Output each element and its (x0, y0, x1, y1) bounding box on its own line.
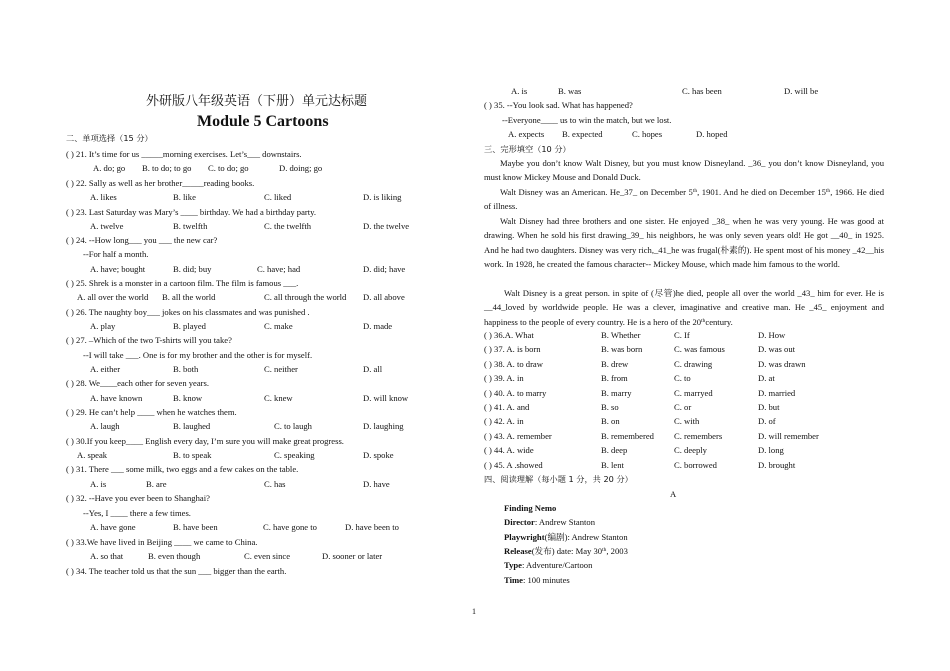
option-c: C. borrowed (674, 460, 717, 470)
option-b: B. know (173, 393, 203, 403)
question-32-stem-reply: --Yes, I ____ there a few times. (83, 508, 191, 518)
cloze-paragraph-2-text-a: Walt Disney was an American. He_37_ on December 5 (500, 187, 693, 197)
option-b: B. all the world (162, 292, 216, 302)
question-24-stem-reply: --For half a month. (83, 249, 149, 259)
option-d: D. was out (758, 344, 795, 354)
option-c: C. deeply (674, 445, 707, 455)
option-d: D. the twelve (363, 221, 410, 231)
option-d: D. laughing (363, 421, 404, 431)
option-c: C. with (674, 416, 700, 426)
option-d: D. all (363, 364, 383, 374)
option-b: B. drew (601, 359, 629, 369)
option-c: C. to do; go (208, 163, 249, 173)
superscript: th (825, 188, 831, 194)
option-d: D. made (363, 321, 393, 331)
film-type-label: Type (504, 560, 522, 570)
option-b: B. have been (173, 522, 218, 532)
option-d: D. will know (363, 393, 409, 403)
film-type (504, 560, 592, 571)
question-43-stem: ( ) 43. A. remember (484, 431, 552, 441)
question-42-stem: ( ) 42. A. in (484, 416, 524, 426)
option-b: B. played (173, 321, 206, 331)
film-title: Finding Nemo (504, 503, 557, 513)
option-a: A. so that (90, 551, 124, 561)
option-d: D. was drawn (758, 359, 806, 369)
cloze-paragraph-4 (484, 286, 884, 329)
film-release (504, 546, 628, 557)
option-b: B. to speak (173, 450, 212, 460)
question-44-stem: ( ) 44. A. wide (484, 445, 534, 455)
option-d: D. is liking (363, 192, 402, 202)
question-26-stem: ( ) 26. The naughty boy___ jokes on his classmates and was punished . (66, 307, 310, 317)
option-b: B. on (601, 416, 620, 426)
option-a: A. play (90, 321, 116, 331)
film-playwright (504, 532, 628, 543)
option-d: D. brought (758, 460, 796, 470)
question-21-stem: ( ) 21. It’s time for us _____morning exercises. Let’s___ downstairs. (66, 149, 302, 159)
option-a: A. either (90, 364, 121, 374)
section-heading-single-choice: 二、单项选择（15 分） (66, 133, 153, 143)
cloze-paragraph-4-text-a: Walt Disney is a great person. in spite of (尽管)he died, people all over the world _43_ him for ever. He is __44_loved by worldwide people. He was a clever, imaginative and creative man. He _45_ enjoyment and happiness to the people of every country. He is a hero of the 20 (484, 288, 884, 327)
option-d: D. spoke (363, 450, 394, 460)
option-d: D. but (758, 402, 780, 412)
option-b: B. did; buy (173, 264, 212, 274)
option-d: D. married (758, 388, 796, 398)
option-c: C. or (674, 402, 692, 412)
question-29-stem: ( ) 29. He can’t help ____ when he watches them. (66, 407, 237, 417)
option-d: D. have been to (345, 522, 399, 532)
option-b: B. lent (601, 460, 624, 470)
option-c: C. to (674, 373, 691, 383)
question-33-stem: ( ) 33.We have lived in Beijing ____ we came to China. (66, 537, 258, 547)
superscript: th (701, 317, 706, 324)
question-24-stem: ( ) 24. --How long___ you ___ the new car? (66, 235, 218, 245)
option-c: C. hopes (632, 129, 663, 139)
option-b: B. laughed (173, 421, 211, 431)
option-a: A. expects (508, 129, 545, 139)
option-c: C. speaking (274, 450, 315, 460)
film-playwright-value: : Andrew Stanton (567, 532, 628, 542)
option-c: C. have gone to (263, 522, 317, 532)
title-chinese: 外研版八年级英语（下册）单元达标题 (146, 94, 368, 109)
film-type-value: : Adventure/Cartoon (521, 560, 593, 570)
question-27-stem: ( ) 27. –Which of the two T-shirts will you take? (66, 335, 232, 345)
option-a: A. is (90, 479, 107, 489)
cloze-paragraph-1-text: Maybe you don’t know Walt Disney, but you must know Disneyland. _36_ you don’t know Disneyland, you must know Mickey Mouse and Donald Duck. (484, 158, 884, 183)
option-c: C. If (674, 330, 690, 340)
question-31-stem: ( ) 31. There ___ some milk, two eggs and a few cakes on the table. (66, 464, 299, 474)
option-d: D. of (758, 416, 776, 426)
option-b: B. to do; to go (142, 163, 192, 173)
option-c: C. all through the world (264, 292, 347, 302)
option-b: B. from (601, 373, 628, 383)
option-a: A. likes (90, 192, 117, 202)
option-b: B. are (146, 479, 167, 489)
option-d: D. will be (784, 86, 819, 96)
film-release-year: , 2003 (606, 546, 628, 556)
question-27-stem-reply: --I will take ___. One is for my brother and the other is for myself. (83, 350, 313, 360)
option-c: C. was famous (674, 344, 725, 354)
option-a: A. have; bought (90, 264, 146, 274)
option-c: C. knew (264, 393, 293, 403)
film-release-text: (发布) date: May 30 (531, 546, 603, 556)
option-c: C. to laugh (274, 421, 312, 431)
question-36-stem: ( ) 36.A. What (484, 330, 534, 340)
question-25-stem: ( ) 25. Shrek is a monster in a cartoon film. The film is famous ___. (66, 278, 299, 288)
option-a: A. do; go (93, 163, 126, 173)
option-a: A. have known (90, 393, 143, 403)
option-d: D. did; have (363, 264, 406, 274)
option-b: B. Whether (601, 330, 641, 340)
option-d: D. will remember (758, 431, 819, 441)
option-a: A. have gone (90, 522, 136, 532)
option-c: C. even since (244, 551, 291, 561)
option-b: B. like (173, 192, 196, 202)
question-37-stem: ( ) 37. A. is born (484, 344, 541, 354)
option-b: B. marry (601, 388, 632, 398)
option-d: D. long (758, 445, 784, 455)
superscript: th (692, 188, 698, 194)
option-b: B. was (558, 86, 582, 96)
cloze-paragraph-3 (484, 214, 884, 272)
option-d: D. all above (363, 292, 405, 302)
option-b: B. even though (148, 551, 201, 561)
question-39-stem: ( ) 39. A. in (484, 373, 524, 383)
option-c: C. has been (682, 86, 722, 96)
question-38-stem: ( ) 38. A. to draw (484, 359, 543, 369)
cloze-paragraph-4-text-b: century. (705, 316, 733, 327)
option-d: D. doing; go (279, 163, 323, 173)
film-time-label: Time (504, 575, 523, 585)
option-b: B. deep (601, 445, 628, 455)
question-23-stem: ( ) 23. Last Saturday was Mary’s ____ birthday. We had a birthday party. (66, 207, 317, 217)
question-30-stem: ( ) 30.If you keep____ English every day, I’m sure you will make great progress. (66, 436, 344, 446)
option-b: B. twelfth (173, 221, 208, 231)
film-director-value: : Andrew Stanton (534, 517, 596, 527)
cloze-paragraph-2 (484, 185, 884, 214)
option-a: A. speak (77, 450, 108, 460)
cloze-paragraph-3-text: Walt Disney had three brothers and one sister. He enjoyed _38_ when he was very young. He was good at drawing. When he sold his first drawing_39_ his neighbors, he was only seven years old! He got __40_ in 1925. And he had two daughters. Disney was very rich,_41_he was frugal(朴素的). He spent most of his money _42__his work. In 1928, he created the famous character-- Mickey Mouse, which made him famous to the world. (484, 216, 884, 270)
film-director-label: Director (504, 517, 535, 527)
option-b: B. so (601, 402, 619, 412)
option-c: C. remembers (674, 431, 723, 441)
cloze-paragraph-2-text-c: , 1966. He died of illness. (484, 187, 885, 212)
film-director (504, 517, 595, 528)
option-c: C. drawing (674, 359, 713, 369)
option-a: A. twelve (90, 221, 124, 231)
cloze-paragraph-1 (484, 156, 884, 185)
title-english: Module 5 Cartoons (197, 113, 329, 130)
reading-passage-letter: A (670, 489, 677, 499)
question-35-stem-reply: --Everyone____ us to win the match, but we lost. (502, 115, 672, 125)
film-playwright-cn: (编剧) (544, 532, 568, 542)
option-c: C. marryed (674, 388, 713, 398)
option-a: A. all over the world (77, 292, 149, 302)
option-b: B. both (173, 364, 199, 374)
option-c: C. neither (264, 364, 298, 374)
option-c: C. have; had (257, 264, 301, 274)
option-b: B. remembered (601, 431, 654, 441)
option-d: D. hoped (696, 129, 728, 139)
film-time (504, 575, 570, 586)
question-40-stem: ( ) 40. A. to marry (484, 388, 547, 398)
question-41-stem: ( ) 41. A. and (484, 402, 530, 412)
question-35-stem: ( ) 35. --You look sad. What has happened? (484, 100, 633, 110)
option-d: D. How (758, 330, 786, 340)
superscript: th (602, 547, 607, 553)
film-time-value: : 100 minutes (522, 575, 570, 585)
option-c: C. has (264, 479, 286, 489)
section-heading-cloze: 三、完形填空（10 分） (484, 144, 571, 154)
option-b: B. was born (601, 344, 643, 354)
cloze-paragraph-2-text-b: , 1901. And he died on December 15 (697, 187, 826, 197)
section-heading-reading: 四、阅读理解（每小题 1 分，共 20 分） (484, 474, 633, 484)
page-number: 1 (472, 607, 476, 616)
option-d: D. sooner or later (322, 551, 383, 561)
option-b: B. expected (562, 129, 603, 139)
question-34-stem: ( ) 34. The teacher told us that the sun ___ bigger than the earth. (66, 566, 287, 576)
question-32-stem: ( ) 32. --Have you ever been to Shanghai? (66, 493, 210, 503)
option-c: C. liked (264, 192, 292, 202)
option-c: C. make (264, 321, 293, 331)
option-c: C. the twelfth (264, 221, 312, 231)
option-d: D. at (758, 373, 775, 383)
question-22-stem: ( ) 22. Sally as well as her brother_____reading books. (66, 178, 255, 188)
option-d: D. have (363, 479, 390, 489)
film-playwright-label: Playwright (504, 532, 545, 542)
question-45-stem: ( ) 45. A .showed (484, 460, 543, 470)
option-a: A. laugh (90, 421, 120, 431)
option-a: A. is (511, 86, 528, 96)
film-release-label: Release (504, 546, 532, 556)
question-28-stem: ( ) 28. We____each other for seven years. (66, 378, 210, 388)
